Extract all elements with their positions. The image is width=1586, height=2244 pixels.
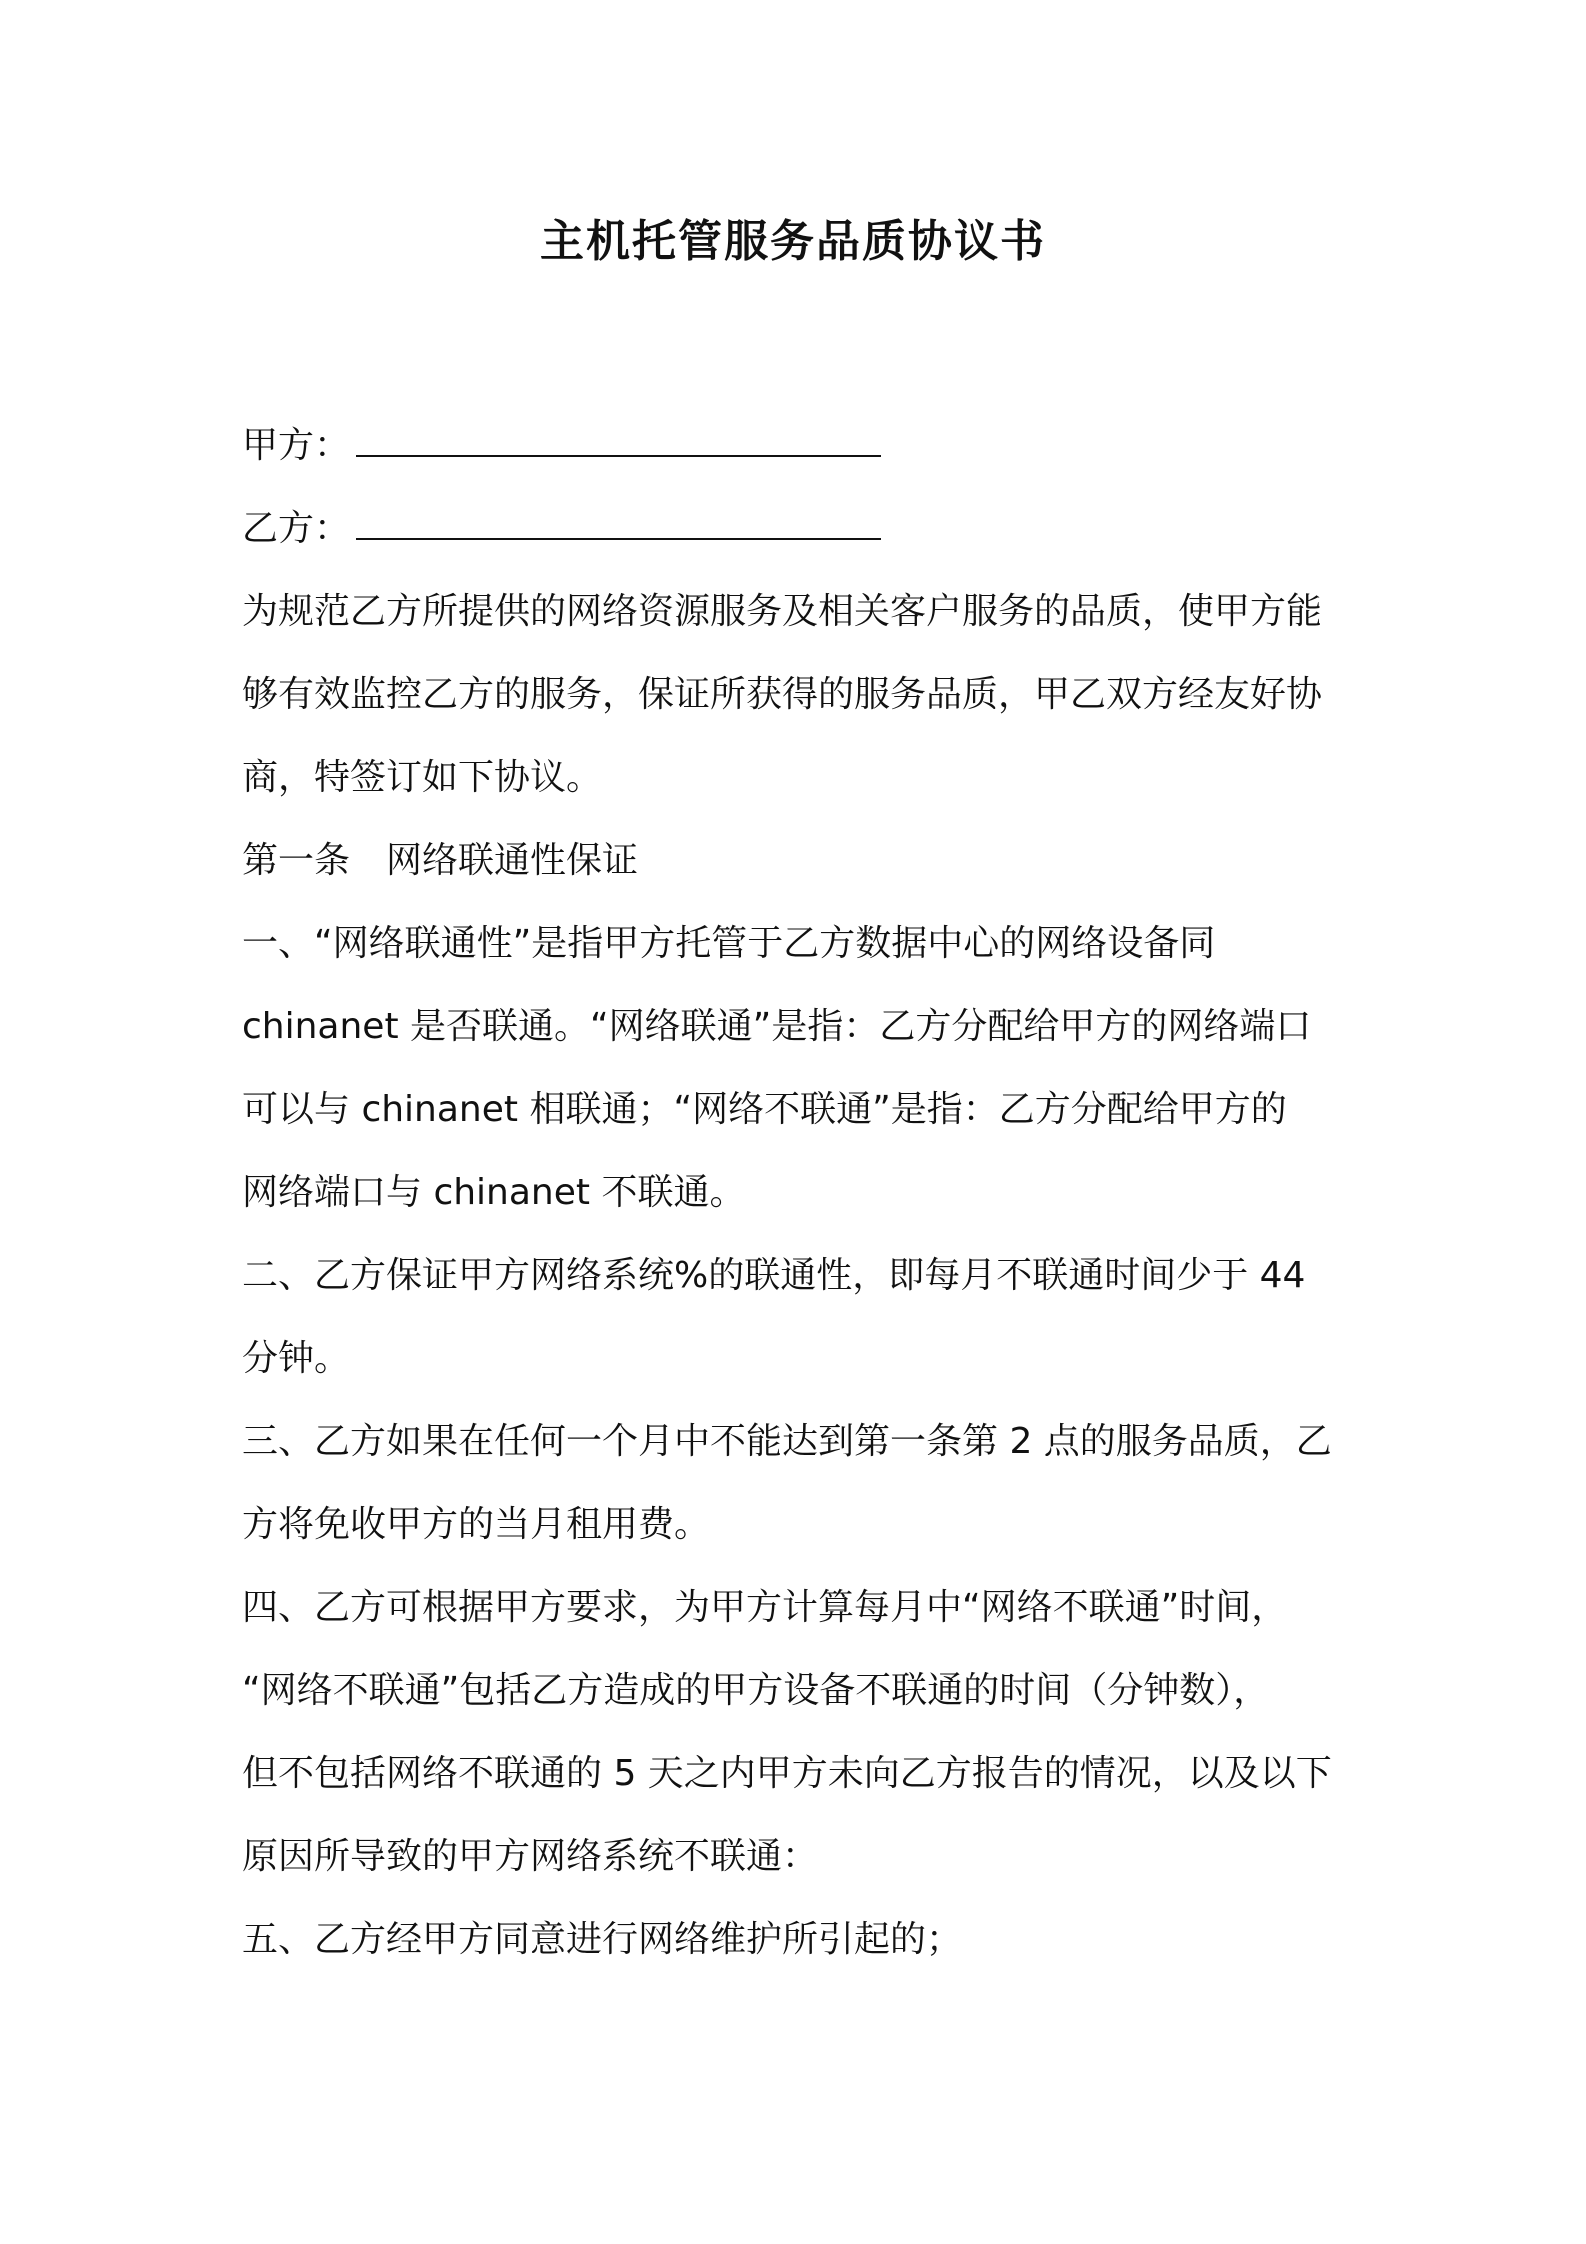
- paragraph-line: 原因所导致的甲方网络系统不联通：: [242, 1836, 819, 1877]
- party-b-row: [242, 487, 1372, 570]
- article-heading: 第一条 网络联通性保证: [242, 840, 639, 881]
- party-b-blank: [356, 498, 881, 540]
- party-a-row: [242, 404, 1372, 487]
- document-title: 主机托管服务品质协议书: [540, 216, 1046, 267]
- paragraph-line: 可以与 chinanet 相联通；“网络不联通”是指：乙方分配给甲方的: [242, 1089, 1287, 1130]
- document-body: [242, 404, 1372, 1981]
- paragraph-line: 三、乙方如果在任何一个月中不能达到第一条第 2 点的服务品质，乙: [242, 1421, 1332, 1462]
- paragraph-line: chinanet 是否联通。“网络联通”是指：乙方分配给甲方的网络端口: [242, 1006, 1312, 1047]
- party-b-label: 乙方：: [242, 508, 351, 549]
- paragraph-line: 分钟。: [242, 1338, 351, 1379]
- paragraph-line: 为规范乙方所提供的网络资源服务及相关客户服务的品质，使甲方能: [242, 591, 1323, 632]
- paragraph-line: 方将免收甲方的当月租用费。: [242, 1504, 711, 1545]
- paragraph-line: 二、乙方保证甲方网络系统%的联通性，即每月不联通时间少于 44: [242, 1255, 1306, 1296]
- paragraph-line: 一、“网络联通性”是指甲方托管于乙方数据中心的网络设备同: [242, 923, 1216, 964]
- paragraph-line: “网络不联通”包括乙方造成的甲方设备不联通的时间（分钟数），: [242, 1670, 1270, 1711]
- paragraph-line: 五、乙方经甲方同意进行网络维护所引起的；: [242, 1919, 963, 1960]
- paragraph-line: 但不包括网络不联通的 5 天之内甲方未向乙方报告的情况，以及以下: [242, 1753, 1332, 1794]
- paragraph-line: 四、乙方可根据甲方要求，为甲方计算每月中“网络不联通”时间，: [242, 1587, 1288, 1628]
- paragraph-line: 商，特签订如下协议。: [242, 757, 603, 798]
- paragraph-line: 够有效监控乙方的服务，保证所获得的服务品质，甲乙双方经友好协: [242, 674, 1323, 715]
- party-a-label: 甲方：: [242, 425, 351, 466]
- party-a-blank: [356, 415, 881, 457]
- paragraph-line: 网络端口与 chinanet 不联通。: [242, 1172, 746, 1213]
